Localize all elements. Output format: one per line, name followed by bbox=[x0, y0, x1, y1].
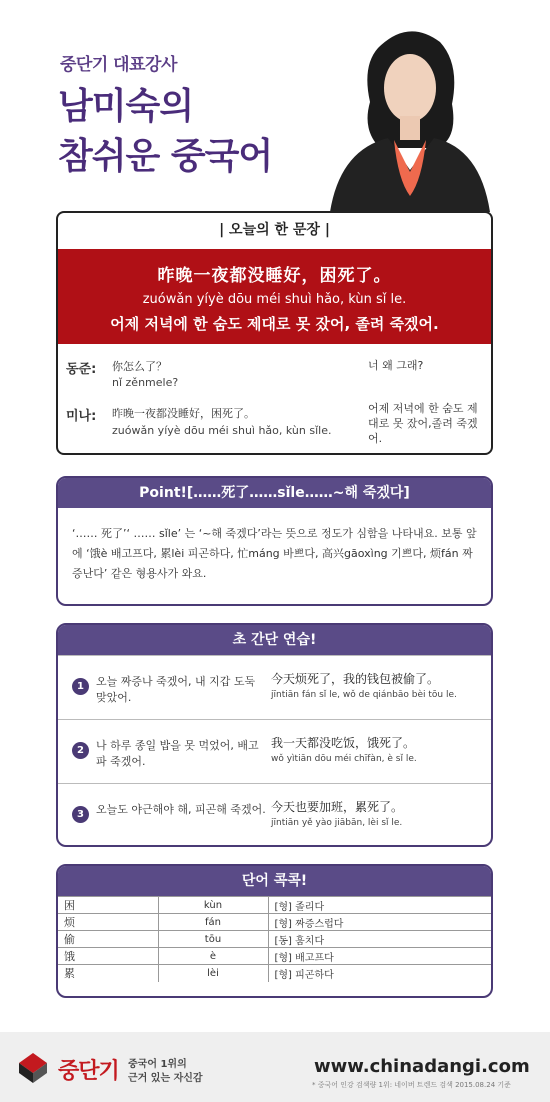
brand-logo-icon bbox=[17, 1049, 49, 1085]
vocab-title: 단어 콕콕! bbox=[58, 866, 491, 896]
website-link[interactable]: www.chinadangi.com bbox=[314, 1056, 530, 1077]
item-chinese: 我一天都没吃饭，饿死了。 bbox=[271, 736, 416, 750]
item-number: 2 bbox=[72, 742, 89, 759]
dialogue-line bbox=[66, 401, 486, 449]
vocab-hanzi: 累 bbox=[58, 965, 158, 982]
vocab-pinyin: lèi bbox=[158, 965, 268, 982]
table-row bbox=[58, 965, 491, 982]
speaker-name: 동준: bbox=[66, 362, 97, 377]
table-row bbox=[58, 948, 491, 965]
point-title: Point![……死了……sǐle……~해 죽겠다] bbox=[58, 478, 491, 508]
practice-item bbox=[58, 719, 491, 783]
dialogue-pinyin: nǐ zěnmele? bbox=[112, 376, 179, 389]
vocab-hanzi: 偷 bbox=[58, 931, 158, 948]
brand-tagline-1: 중국어 1위의 bbox=[128, 1059, 187, 1070]
sentence-chinese: 昨晚一夜都没睡好，困死了。 bbox=[157, 266, 392, 286]
point-body: ‘…… 死了’‘ …… sǐle’ 는 ‘~해 죽겠다’라는 뜻으로 정도가 심함을 나타내요. 보통 앞에 ‘饿è 배고프다, 累lèi 피곤하다, 忙máng 바쁘다, 高兴gāoxìng 기쁘다, 烦fán 짜증난다’ 같은 형용사가 와요. bbox=[72, 527, 477, 580]
dialogue-chinese: 昨晚一夜都没睡好，困死了。 bbox=[112, 407, 255, 420]
practice-title: 초 간단 연습! bbox=[58, 625, 491, 655]
vocab-card bbox=[56, 864, 493, 998]
today-sentence-label: | 오늘의 한 문장 | bbox=[219, 222, 330, 238]
vocab-meaning: [동] 훔치다 bbox=[268, 931, 491, 948]
table-row bbox=[58, 931, 491, 948]
dialogue-korean: 어제 저녁에 한 숨도 제대로 못 잤어,졸려 죽겠어. bbox=[368, 402, 478, 445]
table-row bbox=[58, 897, 491, 914]
table-row bbox=[58, 914, 491, 931]
item-korean: 오늘 짜증나 죽겠어, 내 지갑 도둑 맞았어. bbox=[96, 675, 256, 704]
item-number: 3 bbox=[72, 806, 89, 823]
header-subtitle: 중단기 대표강사 bbox=[60, 55, 177, 75]
vocab-hanzi: 烦 bbox=[58, 914, 158, 931]
dialogue-chinese: 你怎么了？ bbox=[112, 360, 167, 373]
instructor-portrait bbox=[318, 20, 498, 212]
item-korean: 오늘도 야근해야 해, 피곤해 죽겠어. bbox=[96, 803, 266, 816]
vocab-hanzi: 饿 bbox=[58, 948, 158, 965]
sentence-pinyin: zuówǎn yíyè dōu méi shuì hǎo, kùn sǐ le. bbox=[142, 292, 407, 307]
item-pinyin: jīntiān fán sǐ le, wǒ de qiánbāo bèi tōu le. bbox=[271, 690, 457, 700]
header-title-line1: 남미숙의 bbox=[58, 86, 194, 127]
practice-card bbox=[56, 623, 493, 847]
vocab-meaning: [형] 졸리다 bbox=[268, 897, 491, 914]
item-pinyin: wǒ yìtiān dōu méi chīfàn, è sǐ le. bbox=[271, 754, 417, 764]
vocab-meaning: [형] 짜증스럽다 bbox=[268, 914, 491, 931]
vocab-pinyin: tōu bbox=[158, 931, 268, 948]
brand-tagline-2: 근거 있는 자신감 bbox=[128, 1073, 203, 1084]
item-number: 1 bbox=[72, 678, 89, 695]
speaker-name: 미나: bbox=[66, 409, 97, 424]
vocab-meaning: [형] 배고프다 bbox=[268, 948, 491, 965]
vocab-table bbox=[58, 896, 491, 982]
dialogue-line bbox=[66, 358, 486, 394]
vocab-pinyin: fán bbox=[158, 914, 268, 931]
practice-item bbox=[58, 655, 491, 719]
dialogue-pinyin: zuówǎn yíyè dōu méi shuì hǎo, kùn sǐle. bbox=[112, 424, 332, 437]
vocab-pinyin: è bbox=[158, 948, 268, 965]
vocab-meaning: [형] 피곤하다 bbox=[268, 965, 491, 982]
header-title-line2: 참쉬운 중국어 bbox=[58, 136, 273, 177]
item-chinese: 今天也要加班，累死了。 bbox=[271, 800, 404, 814]
today-sentence-card bbox=[56, 211, 493, 455]
sentence-banner bbox=[58, 249, 491, 344]
item-chinese: 今天烦死了，我的钱包被偷了。 bbox=[271, 672, 440, 686]
vocab-pinyin: kùn bbox=[158, 897, 268, 914]
header bbox=[0, 0, 550, 212]
point-card bbox=[56, 476, 493, 606]
footer bbox=[0, 1032, 550, 1102]
sentence-korean: 어제 저녁에 한 숨도 제대로 못 잤어, 졸려 죽겠어. bbox=[110, 315, 439, 333]
brand-name: 중단기 bbox=[58, 1059, 119, 1084]
practice-item bbox=[58, 783, 491, 847]
vocab-hanzi: 困 bbox=[58, 897, 158, 914]
dialogue-korean: 너 왜 그래? bbox=[368, 359, 424, 372]
item-korean: 나 하루 종일 밥을 못 먹었어, 배고파 죽겠어. bbox=[96, 739, 259, 768]
item-pinyin: jīntiān yě yào jiābān, lèi sǐ le. bbox=[271, 818, 403, 828]
footnote: * 중국어 인강 검색량 1위: 네이버 트렌드 검색 2015.08.24 기준 bbox=[312, 1081, 511, 1089]
